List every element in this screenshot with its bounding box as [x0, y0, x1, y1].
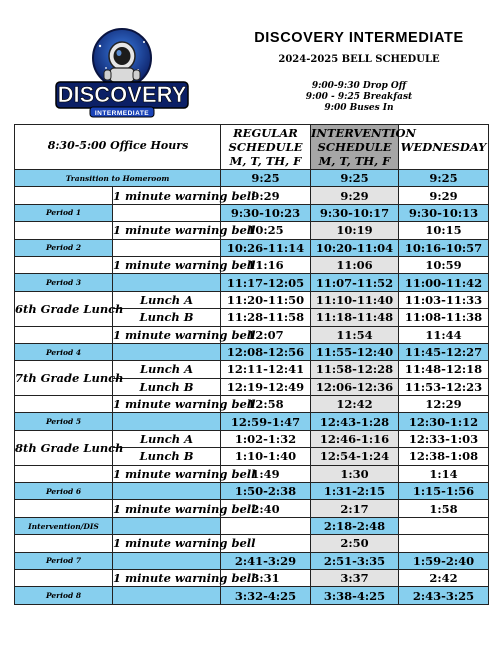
row-spacer	[15, 396, 113, 413]
lunch-a-label: Lunch A	[113, 430, 221, 447]
intervention-time: 1:30	[311, 465, 399, 482]
row-label: Period 2	[15, 239, 113, 256]
schedule-title: 2024-2025 BELL SCHEDULE	[278, 54, 440, 65]
row-spacer	[113, 413, 221, 430]
wednesday-time: 11:03-11:33	[399, 291, 489, 308]
row-period-1-warning	[15, 222, 489, 239]
row-spacer	[15, 326, 113, 343]
row-transition-warning	[15, 187, 489, 204]
regular-time: 1:49	[221, 465, 311, 482]
intervention-time: 2:18-2:48	[311, 517, 399, 534]
wednesday-time: 11:48-12:18	[399, 361, 489, 378]
regular-time: 9:29	[221, 187, 311, 204]
row-spacer	[113, 274, 221, 291]
row-transition	[15, 170, 489, 187]
warning-label: 1 minute warning bell	[113, 536, 256, 551]
regular-time: 9:25	[221, 170, 311, 187]
wednesday-time: 1:59-2:40	[399, 552, 489, 569]
intervention-time: 11:07-11:52	[311, 274, 399, 291]
discovery-logo	[52, 28, 192, 120]
logo-sub-text: INTERMEDIATE	[94, 110, 150, 117]
row-label: Period 4	[15, 343, 113, 360]
regular-time: 11:16	[221, 256, 311, 273]
warning-label: 1 minute warning bell	[113, 327, 256, 342]
intervention-time: 11:55-12:40	[311, 343, 399, 360]
row-period-8	[15, 587, 489, 604]
buses-time: 9:00 Buses In	[324, 103, 394, 113]
row-6th-lunch-a	[15, 291, 489, 308]
regular-time: 12:58	[221, 396, 311, 413]
row-spacer	[15, 256, 113, 273]
row-spacer	[113, 517, 221, 534]
grade-7-lunch-label: 7th Grade Lunch	[15, 361, 113, 396]
wednesday-time: 1:15-1:56	[399, 483, 489, 500]
wednesday-time: 9:30-10:13	[399, 204, 489, 221]
wednesday-time: 12:29	[399, 396, 489, 413]
row-8th-lunch-a	[15, 430, 489, 447]
row-period-2	[15, 239, 489, 256]
wednesday-time: 2:43-3:25	[399, 587, 489, 604]
regular-time-empty	[221, 517, 311, 534]
grade-6-lunch-label: 6th Grade Lunch	[15, 291, 113, 326]
row-label: Intervention/DIS	[15, 517, 113, 534]
intervention-time: 11:10-11:40	[311, 291, 399, 308]
warning-label: 1 minute warning bell	[113, 188, 256, 203]
wednesday-time: 11:53-12:23	[399, 378, 489, 395]
regular-time: 12:59-1:47	[221, 413, 311, 430]
lunch-b-label: Lunch B	[113, 378, 221, 395]
intervention-time: 3:37	[311, 569, 399, 586]
col-header-wednesday: WEDNESDAY	[399, 125, 489, 170]
intervention-time: 10:19	[311, 222, 399, 239]
intervention-time: 12:42	[311, 396, 399, 413]
row-label: Period 7	[15, 552, 113, 569]
intervention-time: 10:20-11:04	[311, 239, 399, 256]
wednesday-time: 11:44	[399, 326, 489, 343]
row-period-7-warning	[15, 569, 489, 586]
page-header	[0, 0, 500, 125]
intervention-time: 12:06-12:36	[311, 378, 399, 395]
wednesday-time: 12:30-1:12	[399, 413, 489, 430]
warning-label: 1 minute warning bell	[113, 258, 256, 273]
row-period-1	[15, 204, 489, 221]
regular-time: 3:32-4:25	[221, 587, 311, 604]
intervention-time: 12:46-1:16	[311, 430, 399, 447]
warning-label: 1 minute warning bell	[113, 223, 256, 238]
regular-time: 10:26-11:14	[221, 239, 311, 256]
col-header-intervention: INTERVENTION SCHEDULE M, T, TH, F	[311, 126, 417, 168]
warning-label: 1 minute warning bell	[113, 466, 256, 481]
breakfast-time: 9:00 - 9:25 Breakfast	[305, 92, 413, 102]
astronaut-icon	[93, 29, 151, 87]
row-spacer	[113, 239, 221, 256]
intervention-time: 11:06	[311, 256, 399, 273]
regular-time: 3:31	[221, 569, 311, 586]
bell-schedule-table	[14, 124, 489, 605]
row-intervention-warning	[15, 535, 489, 552]
intervention-time: 2:51-3:35	[311, 552, 399, 569]
regular-time: 12:07	[221, 326, 311, 343]
regular-time: 9:30-10:23	[221, 204, 311, 221]
wednesday-time: 11:00-11:42	[399, 274, 489, 291]
row-spacer	[15, 222, 113, 239]
logo-main-text: DISCOVERY	[57, 82, 187, 107]
header-blank	[15, 125, 221, 170]
wednesday-time: 10:59	[399, 256, 489, 273]
row-period-5-warning	[15, 465, 489, 482]
lunch-b-label: Lunch B	[113, 309, 221, 326]
row-spacer	[113, 343, 221, 360]
warning-label: 1 minute warning bell	[113, 397, 256, 412]
intervention-time: 9:25	[311, 170, 399, 187]
wednesday-time: 9:29	[399, 187, 489, 204]
warning-label: 1 minute warning bell	[113, 571, 256, 586]
row-period-3	[15, 274, 489, 291]
row-label: Transition to Homeroom	[15, 170, 221, 187]
office-hours: 8:30-5:00 Office Hours	[47, 139, 189, 152]
regular-time: 12:11-12:41	[221, 361, 311, 378]
wednesday-time: 1:58	[399, 500, 489, 517]
row-spacer	[15, 500, 113, 517]
row-label: Period 8	[15, 587, 113, 604]
row-period-2-warning	[15, 256, 489, 273]
row-spacer	[15, 535, 113, 552]
regular-time: 1:50-2:38	[221, 483, 311, 500]
intervention-time: 11:58-12:28	[311, 361, 399, 378]
wednesday-time: 1:14	[399, 465, 489, 482]
wednesday-time: 11:08-11:38	[399, 309, 489, 326]
intervention-time: 1:31-2:15	[311, 483, 399, 500]
row-spacer	[15, 187, 113, 204]
regular-time: 1:10-1:40	[221, 448, 311, 465]
intervention-time: 2:50	[311, 535, 399, 552]
row-7th-lunch-a	[15, 361, 489, 378]
regular-time: 2:41-3:29	[221, 552, 311, 569]
regular-time: 12:08-12:56	[221, 343, 311, 360]
lunch-b-label: Lunch B	[113, 448, 221, 465]
row-label: Period 1	[15, 204, 113, 221]
column-header-row	[15, 125, 489, 170]
row-spacer	[113, 204, 221, 221]
row-period-6-warning	[15, 500, 489, 517]
row-intervention-dis	[15, 517, 489, 534]
row-period-7	[15, 552, 489, 569]
regular-time: 10:25	[221, 222, 311, 239]
row-label: Period 6	[15, 483, 113, 500]
intervention-time: 9:30-10:17	[311, 204, 399, 221]
drop-off-time: 9:00-9:30 Drop Off	[311, 81, 407, 91]
grade-8-lunch-label: 8th Grade Lunch	[15, 430, 113, 465]
regular-time: 11:20-11:50	[221, 291, 311, 308]
intervention-time: 12:43-1:28	[311, 413, 399, 430]
row-spacer	[15, 569, 113, 586]
row-spacer	[15, 465, 113, 482]
wednesday-time: 2:42	[399, 569, 489, 586]
intervention-time: 9:29	[311, 187, 399, 204]
intervention-time: 11:18-11:48	[311, 309, 399, 326]
wednesday-time: 9:25	[399, 170, 489, 187]
regular-time: 1:02-1:32	[221, 430, 311, 447]
row-period-3-warning	[15, 326, 489, 343]
wednesday-time-empty	[399, 535, 489, 552]
row-spacer	[113, 552, 221, 569]
regular-time: 11:28-11:58	[221, 309, 311, 326]
intervention-time: 12:54-1:24	[311, 448, 399, 465]
col-header-regular: REGULAR SCHEDULE M, T, TH, F	[221, 125, 311, 170]
school-name: DISCOVERY INTERMEDIATE	[254, 30, 464, 46]
intervention-time: 11:54	[311, 326, 399, 343]
lunch-a-label: Lunch A	[113, 291, 221, 308]
wednesday-time: 12:33-1:03	[399, 430, 489, 447]
row-label: Period 3	[15, 274, 113, 291]
row-spacer	[113, 587, 221, 604]
regular-time: 12:19-12:49	[221, 378, 311, 395]
row-period-5	[15, 413, 489, 430]
warning-label: 1 minute warning bell	[113, 501, 256, 516]
row-period-6	[15, 483, 489, 500]
intervention-time: 3:38-4:25	[311, 587, 399, 604]
row-period-4	[15, 343, 489, 360]
wednesday-time: 11:45-12:27	[399, 343, 489, 360]
regular-time: 2:40	[221, 500, 311, 517]
lunch-a-label: Lunch A	[113, 361, 221, 378]
intervention-time: 2:17	[311, 500, 399, 517]
row-spacer	[113, 483, 221, 500]
row-label: Period 5	[15, 413, 113, 430]
wednesday-time: 10:15	[399, 222, 489, 239]
regular-time: 11:17-12:05	[221, 274, 311, 291]
wednesday-time: 12:38-1:08	[399, 448, 489, 465]
wednesday-time-empty	[399, 517, 489, 534]
wednesday-time: 10:16-10:57	[399, 239, 489, 256]
row-period-4-warning	[15, 396, 489, 413]
